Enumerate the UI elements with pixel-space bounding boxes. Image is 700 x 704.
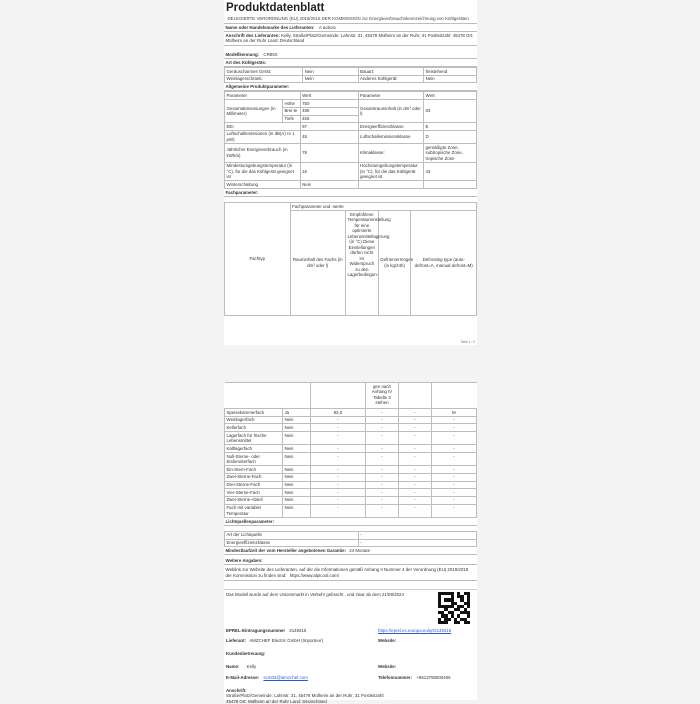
address2-value: Straße/Platz/Gemeinde: Lahnstr. 31, 45478 Mülheim an der Ruhr, 31 Postleitzahl: 45478 Ort: Mülheim an der Ruhr Land: Deutschland	[226, 693, 385, 704]
compartment-freeze: -	[398, 432, 431, 445]
supplier-name-value: A aobosi	[318, 24, 336, 30]
compartment-header-table	[224, 202, 477, 316]
light-params-label: Lichtquellenparameter:	[225, 518, 275, 524]
regulation-text: DELEGIERTE VERORDNUNG (EU) 2019/2016 DER KOMMISSION zur Energieverbrauchskennzeichnung von Kühlgeräten	[227, 15, 469, 21]
customer-service-label: Kundenbetreuung:	[226, 651, 266, 656]
compartment-temp: -	[366, 481, 399, 489]
compartment-name: Zwei-Sterne-Abteil	[225, 496, 283, 504]
annual-energy-label: Jährlicher Energieverbrauch (in kWh/a)	[225, 144, 301, 163]
compartment-params-label: Fachparameter:	[225, 189, 259, 195]
market-text: Das Modell wurde auf dem Unionsmarkt in Verkehr gebracht , und zwar ab dem 21/09/2024	[226, 592, 404, 597]
compartment-defrost: -	[431, 496, 476, 504]
compartment-present: Nein	[282, 432, 310, 445]
light-class-value: -	[358, 539, 476, 547]
eei-value: 97	[300, 123, 358, 131]
compartment-volume: -	[310, 424, 365, 432]
compartment-volume: 83,0	[310, 409, 365, 417]
compartment-freeze: -	[398, 473, 431, 481]
compartment-defrost: -	[431, 504, 476, 517]
noise-emission-label: Luftschallemissionen (in dB(A) re 1 pW)	[225, 130, 301, 143]
compartment-name: Null-Sterne- oder Eisbereiterfach	[225, 452, 283, 465]
compartment-row	[225, 409, 477, 417]
min-ambient-label: Mindestumgebungstemperatur (in °C), für die das Kühlgerät geeignet ist	[225, 162, 301, 181]
compartment-freeze: -	[398, 466, 431, 474]
compartment-defrost: -	[431, 473, 476, 481]
noise-appliance-value: Nein	[303, 67, 358, 75]
compartment-row	[225, 432, 477, 445]
compartment-freeze: -	[398, 409, 431, 417]
compartment-volume: -	[310, 481, 365, 489]
compartment-defrost: -	[431, 432, 476, 445]
supplier-name-label: Name oder Handelsmarke des Lieferanten:	[225, 24, 315, 30]
recommended-temp-header-cont: gen nach Anhang IV Tabelle 3 stehen	[366, 383, 399, 409]
appliance-type-table	[224, 67, 477, 83]
datasheet-page-1	[224, 0, 477, 345]
appliance-type-label: Art des Kühlgeräts:	[225, 59, 267, 65]
compartment-name: Kellerfach	[225, 424, 283, 432]
freezing-capacity-header: Gefriervermögen (in kg/24h)	[378, 210, 411, 315]
volume-label: Gesamtrauminhalt (in dm³ oder l)	[358, 100, 424, 123]
compartment-defrost: -	[431, 445, 476, 453]
compartment-volume: -	[310, 466, 365, 474]
compartment-present: Nein	[282, 496, 310, 504]
compartment-name: Fach mit variabler Temperatur	[225, 504, 283, 517]
page-title: Produktdatenblatt	[226, 2, 325, 14]
other-appliance-label: Anderes Kühlgerät:	[358, 75, 424, 83]
compartment-defrost: -	[431, 466, 476, 474]
energy-class-label: Energieeffizienzklasse	[358, 123, 424, 131]
energy-class-value: E	[424, 123, 477, 131]
model-label: Modellkennung:	[225, 51, 260, 57]
winter-setting-value: Nein	[300, 181, 358, 189]
annual-energy-value: 78	[300, 144, 358, 163]
general-params-table	[224, 91, 477, 189]
compartment-row	[225, 504, 477, 517]
compartment-freeze: -	[398, 481, 431, 489]
eprel-label: EPREL-Eintragungsnummer	[226, 628, 286, 633]
cs-name-value: Kelly	[246, 663, 257, 669]
compartment-present: Nein	[282, 473, 310, 481]
supplier2-label: Lieferant:	[226, 637, 247, 643]
email-label: E-Mail-Adresse:	[226, 675, 260, 680]
compartment-volume: -	[310, 445, 365, 453]
other-appliance-value: Nein	[424, 75, 477, 83]
compartment-temp: -	[366, 432, 399, 445]
max-ambient-value: 43	[424, 162, 477, 181]
climate-class-value: gemäßigte Zone, subtropische Zone, tropische Zone	[424, 144, 477, 163]
compartment-defrost: -	[431, 416, 476, 424]
compartment-row	[225, 445, 477, 453]
cs-name-label: Name:	[226, 663, 240, 669]
phone-value: +8613755500406	[416, 675, 451, 680]
light-class-label: Energieeffizienzklasse	[225, 539, 359, 547]
compartment-temp: -	[366, 452, 399, 465]
compartment-name: Vier-Sterne-Fach	[225, 489, 283, 497]
compartment-temp: -	[366, 496, 399, 504]
compartment-row	[225, 452, 477, 465]
compartment-name: Weinlagerfach	[225, 416, 283, 424]
wine-cabinet-value: Nein	[303, 75, 358, 83]
compartment-name: Lagerfach für frische Lebensmittel	[225, 432, 283, 445]
compartment-row	[225, 473, 477, 481]
compartment-name: Speisekammerfach	[225, 409, 283, 417]
compartment-row	[225, 496, 477, 504]
noise-class-label: Luftschallemissionsklasse	[358, 130, 424, 143]
compartment-temp: -	[366, 445, 399, 453]
compartment-freeze: -	[398, 424, 431, 432]
compartment-name: Ein-Stern-Fach	[225, 466, 283, 474]
compartment-defrost: M	[431, 409, 476, 417]
wine-cabinet-label: Weinlagerschrank:	[225, 75, 303, 83]
compartment-freeze: -	[398, 416, 431, 424]
defrost-type-header: Defrosting type (auto-defrost=A, manual defrost=M)	[411, 210, 477, 315]
compartment-volume: -	[310, 473, 365, 481]
cs-website-label: Website:	[378, 663, 397, 669]
compartment-volume: -	[310, 496, 365, 504]
compartment-type-header: Fachtyp	[225, 203, 291, 316]
light-type-label: Art der Lichtquelle	[225, 531, 359, 539]
compartment-present: Nein	[282, 416, 310, 424]
phone-label: Telefonnummer:	[378, 675, 413, 680]
compartment-volume: -	[310, 432, 365, 445]
compartment-row	[225, 481, 477, 489]
max-ambient-label: Höchstumgebungstemperatur (in °C), für die das Kühlgerät geeignet ist	[358, 162, 424, 181]
noise-appliance-label: Geräuscharmes Gerät:	[225, 67, 303, 75]
eprel-qr-code[interactable]	[438, 592, 470, 624]
compartment-row	[225, 489, 477, 497]
compartment-temp: -	[366, 504, 399, 517]
compartment-name: Kaltlagerfach	[225, 445, 283, 453]
warranty-value: 24 Monate	[349, 548, 371, 554]
winter-setting-label: Winterschaltung	[225, 181, 301, 189]
depth-value: 455	[300, 115, 358, 123]
further-info-text: Weblink zur Website des Lieferanten, auf der die Informationen gemäß Anhang II Nummer 4 der Verordnung (EU) 2019/2019 der Kommission zu finden sind:	[225, 567, 469, 578]
compartment-present: Nein	[282, 424, 310, 432]
model-value: CR85X	[263, 51, 278, 57]
email-link[interactable]: scm02@iamzchef.com	[263, 675, 308, 680]
supplier2-value: AMZCHEF Electric GmbH (Importeur)	[249, 637, 323, 643]
compartment-freeze: -	[398, 452, 431, 465]
compartment-present: Nein	[282, 489, 310, 497]
compartment-present: Nein	[282, 466, 310, 474]
eprel-value: 2149315	[289, 628, 307, 633]
height-value: 750	[300, 100, 358, 108]
depth-label: Tiefe	[282, 115, 300, 123]
light-table	[224, 531, 477, 547]
compartment-present: Ja	[282, 409, 310, 417]
param-header: Parameter	[225, 92, 301, 100]
eei-label: EEI	[225, 123, 301, 131]
climate-class-label: Klimaklasse:	[358, 144, 424, 163]
compartment-present: Nein	[282, 481, 310, 489]
compartment-freeze: -	[398, 504, 431, 517]
compartment-table	[224, 382, 477, 518]
datasheet-page-2	[224, 382, 477, 704]
param-header-2: Parameter	[358, 92, 424, 100]
compartment-row	[225, 416, 477, 424]
compartment-volume-header: Rauminhalt des Fachs (in dm³ oder l)	[290, 210, 345, 315]
compartment-row	[225, 424, 477, 432]
design-label: Bauart:	[358, 67, 424, 75]
compartment-temp: -	[366, 409, 399, 417]
compartment-row	[225, 466, 477, 474]
further-info-label: Weitere Angaben:	[225, 558, 263, 564]
compartment-volume: -	[310, 416, 365, 424]
warranty-label: Mindestlaufzeit der vom Hersteller angebotenen Garantie:	[225, 548, 347, 554]
design-value: freistehend	[424, 67, 477, 75]
compartment-temp: -	[366, 466, 399, 474]
compartment-freeze: -	[398, 489, 431, 497]
compartment-freeze: -	[398, 496, 431, 504]
compartment-volume: -	[310, 489, 365, 497]
compartment-present: Nein	[282, 504, 310, 517]
compartment-defrost: -	[431, 452, 476, 465]
compartment-name: Drei-Sterne-Fach	[225, 481, 283, 489]
compartment-freeze: -	[398, 445, 431, 453]
dimensions-label: Gesamtabmessungen (in Millimeter)	[225, 100, 283, 123]
page-number: Seite 1 / 2	[460, 340, 475, 344]
width-label: Brei-te	[282, 107, 300, 115]
noise-class-value: D	[424, 130, 477, 143]
compartment-name: Zwei-Sterne-Fach	[225, 473, 283, 481]
compartment-temp: -	[366, 416, 399, 424]
eprel-link[interactable]: https://eprel.ec.europa.eu/qr/2149315	[378, 628, 452, 633]
compartment-defrost: -	[431, 424, 476, 432]
compartment-temp: -	[366, 424, 399, 432]
compartment-temp: -	[366, 489, 399, 497]
supplier-address-value: Kelly, Straße/Platz/Gemeinde: Lahnstr. 31, 45478 Mülheim an der Ruhr, 31 Postleitzahl: 45478 Ort: Mülheim an der Ruhr Land: Deutschland	[225, 32, 474, 44]
compartment-defrost: -	[431, 481, 476, 489]
noise-emission-value: 45	[300, 130, 358, 143]
compartment-present: Nein	[282, 445, 310, 453]
general-params-label: Allgemeine Produktparameter:	[225, 84, 290, 90]
light-type-value: -	[358, 531, 476, 539]
address2-label: Anschrift:	[226, 687, 247, 693]
min-ambient-value: 16	[300, 162, 358, 181]
volume-value: 83	[424, 100, 477, 123]
width-value: 485	[300, 107, 358, 115]
recommended-temp-header: Empfohlene Temperatureinstellung für eine optimierte Lebensmittellagerung (in °C) Diese Einstellungen dürfen nicht im Widerspruch zu den Lagerbedingun-	[345, 210, 378, 315]
supplier-address-label: Anschrift des Lieferanten:	[225, 32, 280, 38]
compartment-present: Nein	[282, 452, 310, 465]
value-header-2: Wert	[424, 92, 477, 100]
height-label: Höhe	[282, 100, 300, 108]
website-label: Website:	[378, 637, 397, 643]
compartment-volume: -	[310, 452, 365, 465]
value-header: Wert	[300, 92, 358, 100]
compartment-volume: -	[310, 504, 365, 517]
compartment-temp: -	[366, 473, 399, 481]
further-info-url[interactable]: https://www.alpicool.com/	[289, 572, 340, 578]
compartment-defrost: -	[431, 489, 476, 497]
compartment-group-header: Fachparameter und -werte	[290, 203, 476, 211]
